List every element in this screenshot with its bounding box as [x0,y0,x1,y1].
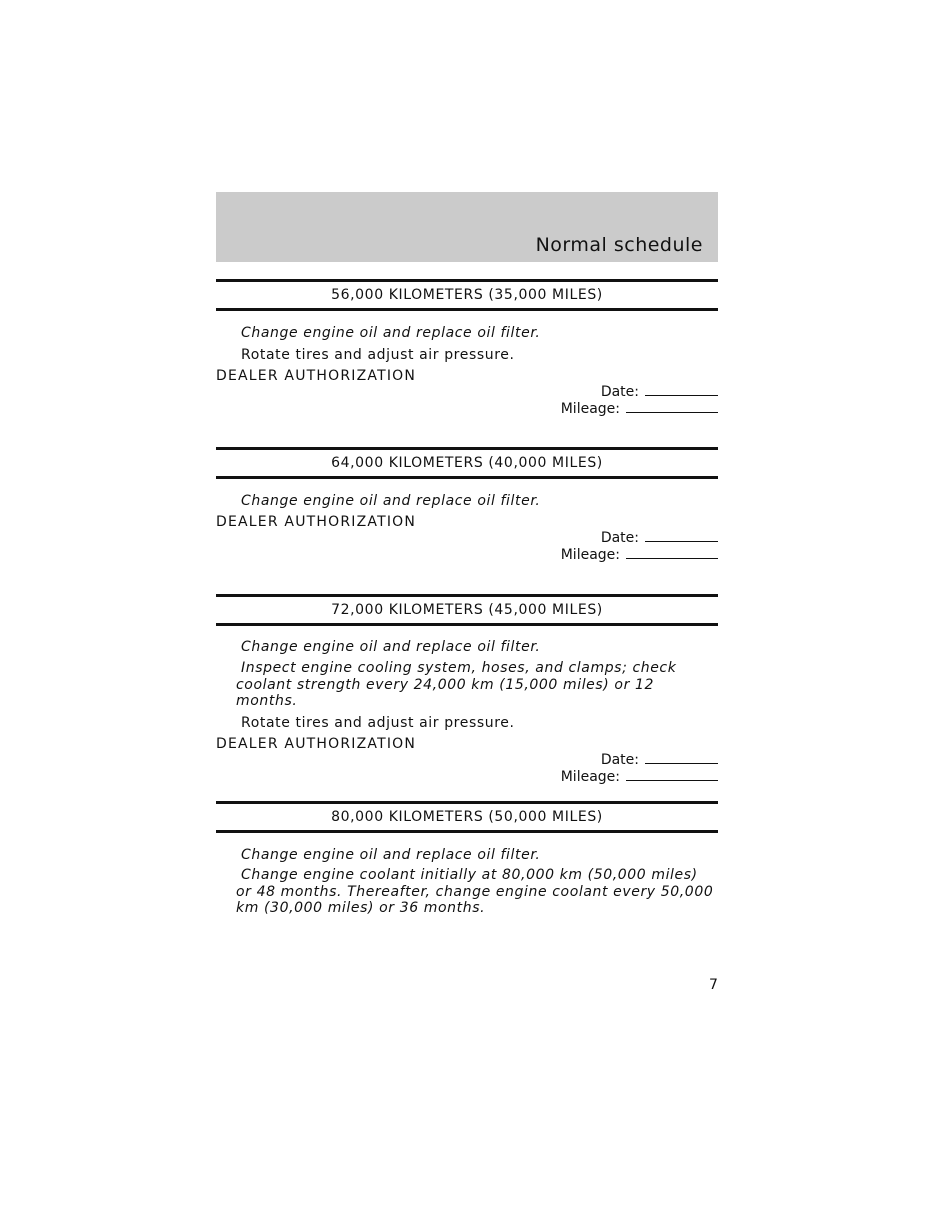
date-line [645,383,718,396]
mileage-label: Mileage: [560,401,620,417]
section-72000 [216,594,718,785]
dealer-authorization-label: DEALER AUTHORIZATION [216,514,417,530]
service-item: Change engine oil and replace oil filter. [241,639,541,655]
section-heading: 72,000 KILOMETERS (45,000 MILES) [216,594,718,626]
mileage-line [626,768,718,781]
date-field[interactable] [216,383,718,400]
page-title: Normal schedule [535,234,703,256]
dealer-authorization-label: DEALER AUTHORIZATION [216,735,417,752]
date-field[interactable] [216,529,718,546]
section-80000 [216,801,718,917]
section-heading: 64,000 KILOMETERS (40,000 MILES) [216,447,718,479]
date-field[interactable] [216,751,718,768]
mileage-field[interactable] [216,768,718,785]
mileage-line [626,546,718,559]
date-line [645,751,718,764]
date-line [645,529,718,542]
mileage-label: Mileage: [560,768,620,785]
service-item: Change engine oil and replace oil filter. [241,493,541,509]
header-band [216,192,718,262]
page-number: 7 [709,977,718,993]
mileage-field[interactable] [216,546,718,563]
mileage-line [626,400,718,413]
date-label: Date: [600,384,639,400]
service-item: Inspect engine cooling system, hoses, and clamps; check coolant strength every 24,000 km (15,000 miles) or 12 months. [236,660,677,709]
dealer-authorization-label: DEALER AUTHORIZATION [216,368,417,384]
section-heading: 80,000 KILOMETERS (50,000 MILES) [216,801,718,833]
service-item: Rotate tires and adjust air pressure. [241,714,515,731]
service-item: Rotate tires and adjust air pressure. [241,347,515,363]
date-label: Date: [600,751,639,768]
date-label: Date: [600,530,639,546]
service-item: Change engine coolant initially at 80,000 km (50,000 miles) or 48 months. Thereafter, change engine coolant every 50,000 km (30,000 miles) or 36 months. [236,867,714,916]
section-56000 [216,279,718,417]
section-64000 [216,447,718,563]
section-heading: 56,000 KILOMETERS (35,000 MILES) [216,279,718,311]
service-item: Change engine oil and replace oil filter. [241,847,541,863]
mileage-field[interactable] [216,400,718,417]
mileage-label: Mileage: [560,547,620,563]
service-item: Change engine oil and replace oil filter. [241,325,541,341]
